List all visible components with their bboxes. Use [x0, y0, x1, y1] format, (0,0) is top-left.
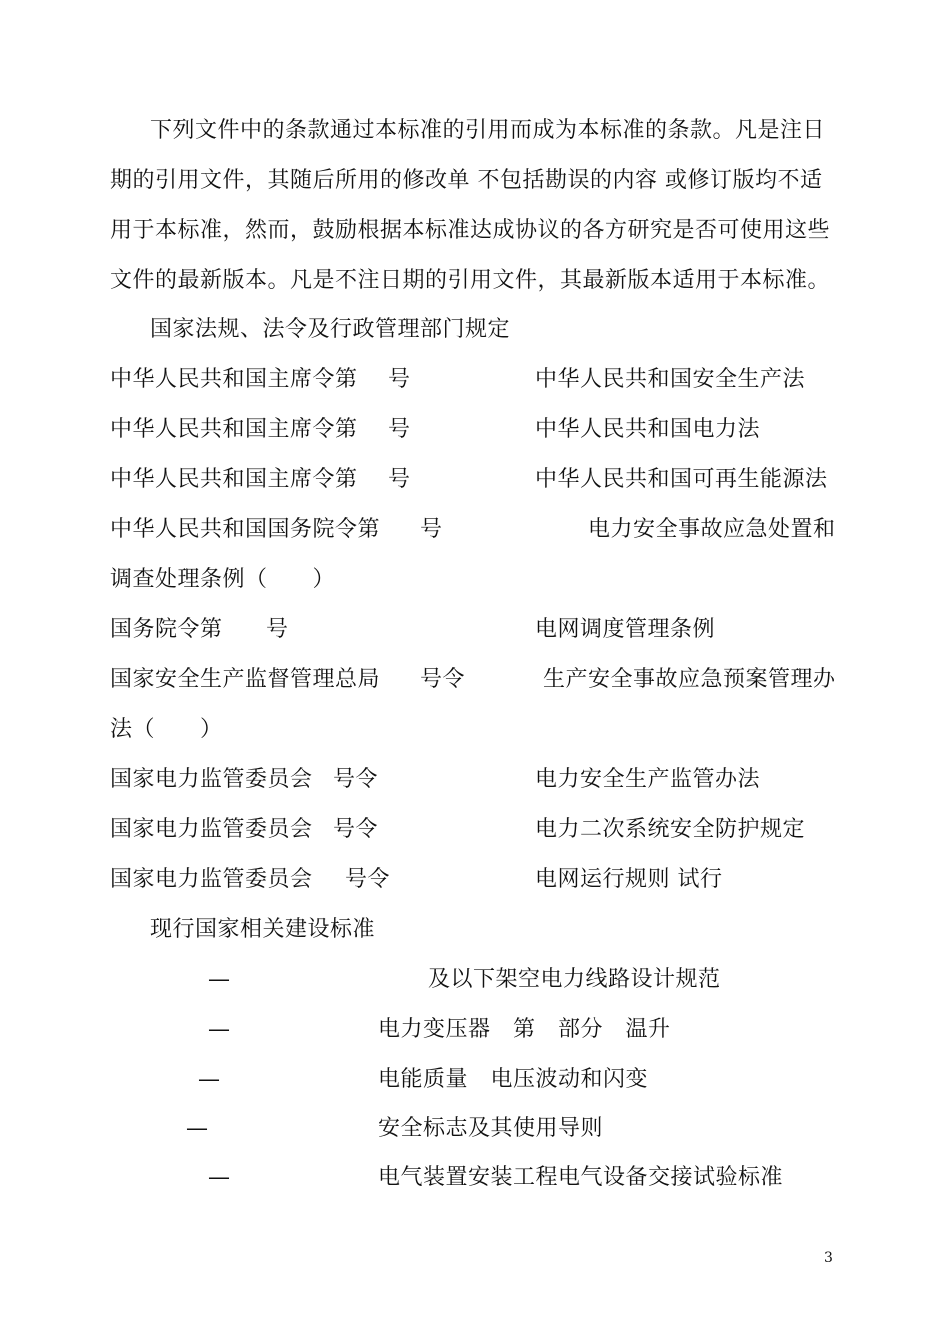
standard-dash: —	[198, 1067, 221, 1092]
law-title: 电网调度管理条例	[535, 617, 716, 642]
standard-title: 安全标志及其使用导则	[378, 1116, 604, 1141]
standard-title: 及以下架空电力线路设计规范	[428, 967, 721, 992]
law-number: 号令	[333, 767, 379, 792]
law-number: 号	[388, 467, 411, 492]
standard-title: 电力变压器 第 部分 温升	[378, 1017, 671, 1042]
law-title-continuation: 调查处理条例（ ）	[110, 567, 336, 592]
law-title-continuation: 法（ ）	[110, 717, 223, 742]
standard-dash: —	[208, 1165, 231, 1190]
law-title: 电力安全生产监管办法	[535, 767, 761, 792]
standard-title: 电能质量 电压波动和闪变	[378, 1067, 649, 1092]
section1-heading: 国家法规、法令及行政管理部门规定	[150, 317, 511, 342]
law-ref: 国家电力监管委员会	[110, 867, 313, 892]
law-ref: 国务院令第	[110, 617, 223, 642]
standard-dash: —	[208, 1017, 231, 1042]
law-ref: 国家电力监管委员会	[110, 817, 313, 842]
law-number: 号	[266, 617, 289, 642]
law-ref: 中华人民共和国主席令第	[110, 367, 358, 392]
law-title: 电力安全事故应急处置和	[588, 517, 836, 542]
section2-heading: 现行国家相关建设标准	[150, 917, 376, 942]
law-number: 号令	[333, 817, 379, 842]
law-title: 中华人民共和国可再生能源法	[535, 467, 828, 492]
law-title: 生产安全事故应急预案管理办	[543, 667, 836, 692]
law-number: 号	[388, 367, 411, 392]
law-number: 号令	[345, 867, 391, 892]
standard-dash: —	[208, 967, 231, 992]
intro-line-1: 下列文件中的条款通过本标准的引用而成为本标准的条款。凡是注日	[150, 118, 826, 143]
law-title: 电网运行规则 试行	[535, 867, 723, 892]
law-number: 号	[388, 417, 411, 442]
law-number: 号	[420, 517, 443, 542]
law-ref: 中华人民共和国主席令第	[110, 417, 358, 442]
law-title: 中华人民共和国电力法	[535, 417, 761, 442]
intro-line-4: 文件的最新版本。凡是不注日期的引用文件，其最新版本适用于本标准。	[110, 268, 831, 293]
page-number: 3	[824, 1250, 833, 1266]
law-title: 电力二次系统安全防护规定	[535, 817, 806, 842]
law-title: 中华人民共和国安全生产法	[535, 367, 806, 392]
law-ref: 中华人民共和国国务院令第	[110, 517, 381, 542]
intro-line-2: 期的引用文件，其随后所用的修改单 不包括勘误的内容 或修订版均不适	[110, 168, 823, 193]
law-ref: 国家电力监管委员会	[110, 767, 313, 792]
law-number: 号令	[420, 667, 466, 692]
intro-line-3: 用于本标准，然而，鼓励根据本标准达成协议的各方研究是否可使用这些	[110, 218, 831, 243]
standard-title: 电气装置安装工程电气设备交接试验标准	[378, 1165, 784, 1190]
standard-dash: —	[186, 1116, 209, 1141]
law-ref: 国家安全生产监督管理总局	[110, 667, 381, 692]
law-ref: 中华人民共和国主席令第	[110, 467, 358, 492]
